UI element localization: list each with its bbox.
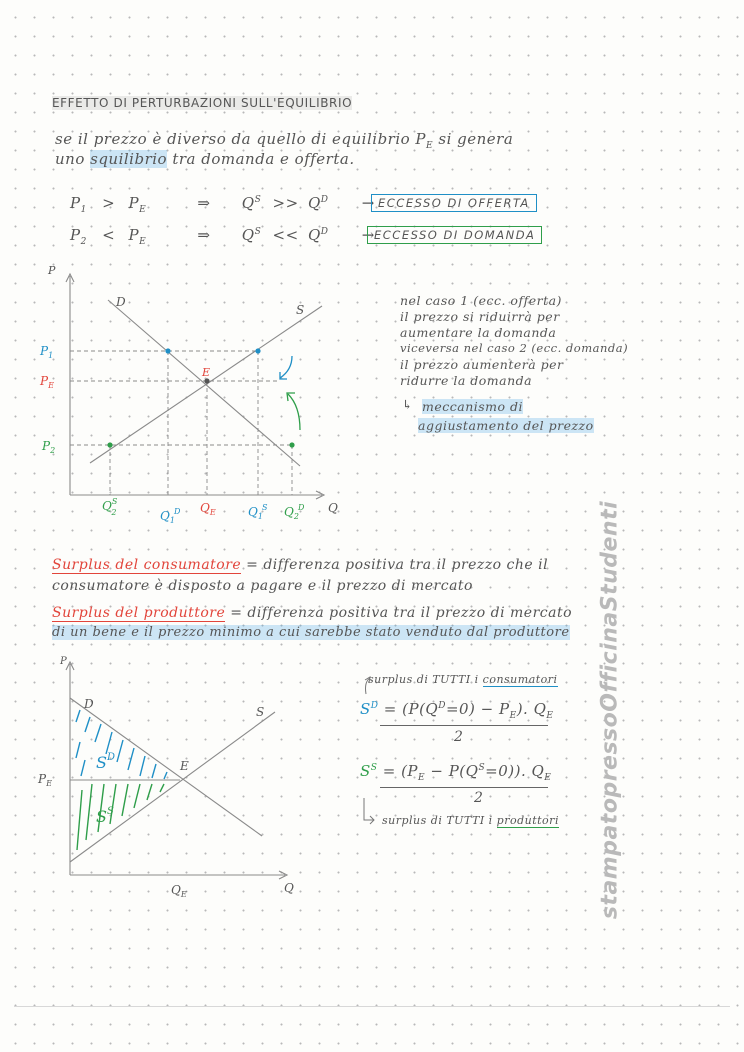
excess-demand-box: ECCESSO DI DOMANDA (367, 226, 542, 244)
sd-label: $S^D$ (96, 752, 115, 772)
point-equilibrium (204, 378, 209, 383)
intro-text-2-end: tra domanda e offerta. (167, 150, 355, 168)
arrow-up-green (288, 394, 300, 430)
page-heading: EFFETTO DI PERTURBAZIONI SULL'EQUILIBRIO (52, 96, 353, 110)
note-line-5: il prezzo aumenterà per (400, 357, 564, 372)
eq-label: E (180, 759, 189, 773)
note-mechanism-2: aggiustamento del prezzo (418, 418, 594, 433)
intro-highlight: squilibrio (90, 150, 168, 168)
formula-consumer-denominator: 2 (454, 729, 464, 745)
consumer-surplus-text: = differenza positiva tra il prezzo che il (241, 557, 549, 573)
demand-label: D (84, 697, 94, 711)
intro-text-end: si genera (433, 130, 514, 148)
consumer-surplus-term: Surplus del consumatore (52, 557, 242, 573)
note-line-3: aumentare la domanda (400, 325, 557, 340)
intro-line-2 (55, 150, 355, 168)
consumer-surplus-hatch (76, 710, 167, 779)
producers-word: produttori (496, 814, 559, 827)
note-line-2: il prezzo si riduirrà per (400, 309, 560, 324)
point-p2-demand (289, 442, 294, 447)
axis-x-label: Q (284, 881, 294, 895)
eq-label: E (202, 366, 211, 379)
producer-surplus-def-2: di un bene e il prezzo minimo a cui sarebbe stato venduto dal produttore (52, 625, 570, 640)
watermark: stampatopressoOfficinaStudenti (597, 500, 623, 920)
formula-top-arrow (356, 674, 376, 696)
axis-x-label: Q (328, 501, 338, 515)
formula-producer-denominator: 2 (474, 790, 484, 806)
point-p2-supply (107, 442, 112, 447)
note-arrow: ↳ (402, 397, 413, 412)
pe-label: $P_E$ (40, 374, 54, 390)
axis-y-label: P (60, 656, 67, 667)
producer-surplus-def-1 (52, 605, 572, 621)
intro-text: se il prezzo è diverso da quello di equilibrio P (55, 130, 427, 148)
consumer-surplus-def-2: consumatore è disposto a pagare e il prezzo di mercato (52, 578, 473, 594)
producer-surplus-term: Surplus del produttore (52, 605, 226, 621)
note-mechanism-1: meccanismo di (422, 399, 524, 414)
consumers-word: consumatori (482, 673, 558, 686)
formula-bottom-note: surplus di TUTTI i produttori (382, 814, 559, 827)
ss-label: $S^S$ (96, 806, 114, 826)
case-2-row: $P_2 < P_E$ ⇒ $Q^S << Q^D$ → (70, 226, 375, 247)
note-line-1: nel caso 1 (ecc. offerta) (400, 293, 562, 308)
q1d-label: $Q_1D$ (160, 507, 181, 525)
p1-label: $P_1$ (40, 344, 54, 360)
q1s-label: $Q_1S$ (248, 503, 268, 521)
q2d-label: $Q_2D$ (284, 503, 305, 521)
producer-surplus-text: = differenza positiva tra il prezzo di mercato (225, 605, 573, 621)
consumer-surplus-def-1 (52, 557, 548, 573)
page-bottom-rule (14, 1006, 730, 1007)
case-1-row: $P_1 > P_E$ ⇒ $Q^S >> Q^D$ → (70, 194, 375, 215)
pe-label: $P_E$ (38, 772, 52, 788)
fraction-bar-1 (380, 725, 548, 726)
intro-text-2: uno (55, 150, 91, 168)
qe-label: $Q_E$ (171, 883, 187, 899)
axis-y-label: P (48, 264, 56, 277)
q2s-label: $Q^S$ 2 (102, 497, 118, 517)
graph-disequilibrium (30, 258, 340, 528)
note-line-4: viceversa nel caso 2 (ecc. domanda) (400, 341, 629, 355)
fraction-bar-2 (380, 787, 548, 788)
graph-surplus (30, 650, 320, 900)
producer-surplus-hatch (77, 784, 164, 850)
intro-sub: E (426, 141, 434, 151)
p2-label: $P_2$ (42, 439, 56, 455)
supply-label: S (256, 705, 265, 719)
formula-consumer-surplus: $S^D = (P(Q^D=0) - P_E)$. $Q_E$ (360, 700, 554, 721)
formula-producer-surplus: $S^S = (P_E - P(Q^S=0))$. $Q_E$ (360, 762, 552, 783)
formula-bottom-arrow (360, 796, 380, 826)
intro-line-1 (55, 130, 513, 151)
point-p1-supply (255, 348, 260, 353)
note-line-6: ridurre la domanda (400, 373, 533, 388)
supply-label: S (296, 303, 305, 317)
qe-label: $Q_E$ (200, 501, 216, 517)
excess-supply-box: ECCESSO DI OFFERTA (371, 194, 537, 212)
formula-top-note: surplus di TUTTI i consumatori (368, 673, 558, 686)
point-p1-demand (165, 348, 170, 353)
demand-label: D (116, 295, 126, 309)
arrow-down-blue (280, 356, 292, 378)
